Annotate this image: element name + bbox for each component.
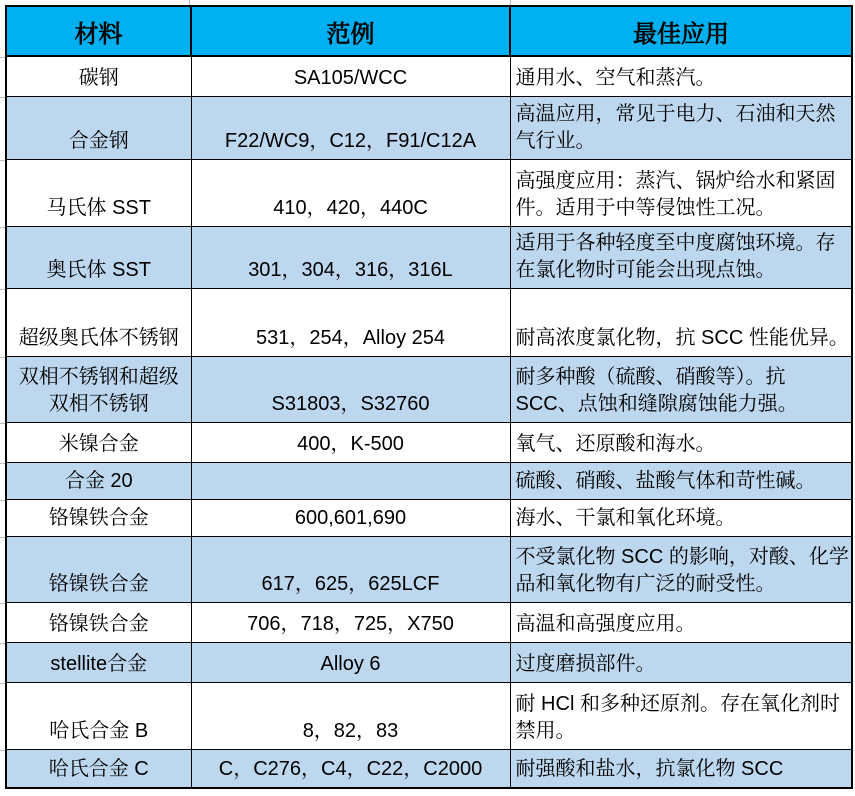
gridline-stub-left [0, 643, 5, 644]
material-cell: 铬镍铁合金 [6, 499, 191, 536]
table-row [6, 96, 852, 159]
gridline-stub-left [0, 463, 5, 464]
material-cell: 铬镍铁合金 [6, 602, 191, 642]
material-cell: 合金钢 [6, 96, 191, 159]
table-row [6, 536, 852, 602]
gridline-stub-left [0, 357, 5, 358]
examples-cell: 400，K-500 [191, 422, 510, 462]
examples-cell: 617，625，625LCF [191, 536, 510, 602]
table-body [6, 56, 852, 788]
material-cell: 超级奥氏体不锈钢 [6, 288, 191, 356]
table-row [6, 462, 852, 499]
material-cell: 碳钢 [6, 56, 191, 96]
application-cell: 耐 HCl 和多种还原剂。存在氧化剂时禁用。 [510, 682, 852, 749]
application-cell: 氧气、还原酸和海水。 [510, 422, 852, 462]
gridline-stub-left [0, 97, 5, 98]
application-cell: 适用于各种轻度至中度腐蚀环境。存在氯化物时可能会出现点蚀。 [510, 226, 852, 288]
application-cell: 高强度应用：蒸汽、锅炉给水和紧固件。适用于中等侵蚀性工况。 [510, 159, 852, 226]
examples-cell: S31803，S32760 [191, 356, 510, 422]
examples-cell: F22/WC9，C12，F91/C12A [191, 96, 510, 159]
application-cell: 不受氯化物 SCC 的影响，对酸、化学品和氧化物有广泛的耐受性。 [510, 536, 852, 602]
material-cell: 马氏体 SST [6, 159, 191, 226]
application-cell: 耐高浓度氯化物，抗 SCC 性能优异。 [510, 288, 852, 356]
gridline-stub-left [0, 423, 5, 424]
material-cell: 米镍合金 [6, 422, 191, 462]
table-row [6, 642, 852, 682]
table-row [6, 159, 852, 226]
material-cell: 铬镍铁合金 [6, 536, 191, 602]
material-cell: 合金 20 [6, 462, 191, 499]
application-cell: 高温应用，常见于电力、石油和天然气行业。 [510, 96, 852, 159]
gridline-stub-left [0, 683, 5, 684]
table-row [6, 682, 852, 749]
table-row [6, 602, 852, 642]
table-row [6, 288, 852, 356]
column-header-examples: 范例 [191, 6, 510, 56]
table-row [6, 56, 852, 96]
examples-cell: C，C276，C4，C22，C2000 [191, 749, 510, 788]
table-row [6, 749, 852, 788]
examples-cell: 410，420，440C [191, 159, 510, 226]
table-header [6, 6, 852, 56]
examples-cell: Alloy 6 [191, 642, 510, 682]
gridline-stub-left [0, 603, 5, 604]
examples-cell [191, 462, 510, 499]
material-cell: 哈氏合金 B [6, 682, 191, 749]
header-row [6, 6, 852, 56]
application-cell: 耐强酸和盐水，抗氯化物 SCC [510, 749, 852, 788]
examples-cell: SA105/WCC [191, 56, 510, 96]
materials-table [5, 5, 853, 789]
gridline-stub-left [0, 227, 5, 228]
application-cell: 耐多种酸（硫酸、硝酸等）。抗 SCC、点蚀和缝隙腐蚀能力强。 [510, 356, 852, 422]
application-cell: 高温和高强度应用。 [510, 602, 852, 642]
gridline-stub-left [0, 750, 5, 751]
application-cell: 硫酸、硝酸、盐酸气体和苛性碱。 [510, 462, 852, 499]
table-row [6, 422, 852, 462]
column-header-best-application: 最佳应用 [510, 6, 852, 56]
examples-cell: 301，304，316，316L [191, 226, 510, 288]
examples-cell: 600,601,690 [191, 499, 510, 536]
material-cell: 双相不锈钢和超级双相不锈钢 [6, 356, 191, 422]
application-cell: 海水、干氯和氧化环境。 [510, 499, 852, 536]
gridline-stub-left [0, 57, 5, 58]
gridline-stub-left [0, 160, 5, 161]
material-cell: 哈氏合金 C [6, 749, 191, 788]
examples-cell: 706，718，725，X750 [191, 602, 510, 642]
application-cell: 过度磨损部件。 [510, 642, 852, 682]
column-header-material: 材料 [6, 6, 191, 56]
examples-cell: 531，254，Alloy 254 [191, 288, 510, 356]
material-cell: 奥氏体 SST [6, 226, 191, 288]
gridline-stub-left [0, 500, 5, 501]
gridline-stub-left [0, 289, 5, 290]
table-row [6, 226, 852, 288]
gridline-stub-left [0, 537, 5, 538]
application-cell: 通用水、空气和蒸汽。 [510, 56, 852, 96]
table-row [6, 499, 852, 536]
examples-cell: 8，82，83 [191, 682, 510, 749]
material-cell: stellite合金 [6, 642, 191, 682]
table-row [6, 356, 852, 422]
